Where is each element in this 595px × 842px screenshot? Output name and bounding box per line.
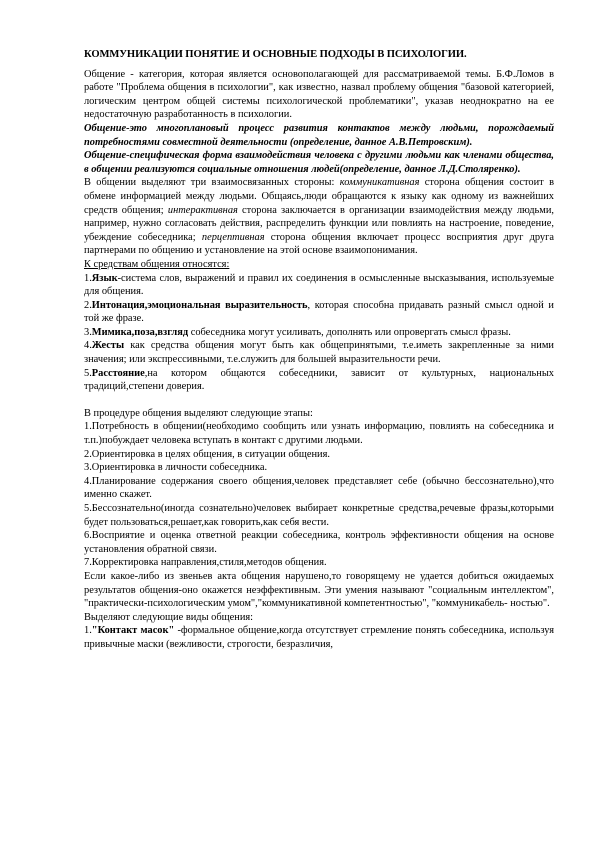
item-number: 3. — [84, 326, 92, 338]
document-title: КОММУНИКАЦИИ ПОНЯТИЕ И ОСНОВНЫЕ ПОДХОДЫ В ПСИХОЛОГИИ. — [84, 49, 467, 60]
list-item: 1.Потребность в общении(необходимо сообщить или узнать информацию, повлиять на собеседника и т.п.)побуждает человека вступать в контакт с другими людьми. — [84, 421, 554, 447]
sides-text-3: сторона заключается в организации взаимодействия между людьми, например, нужно согласовать действия, распределить функции или повлиять на настроение, поведение, убеждение собеседника; — [84, 204, 554, 243]
list-item: 3.Ориентировка в личности собеседника. — [84, 462, 268, 474]
means-heading: К средствам общения относятся: — [84, 258, 230, 270]
spacer — [84, 394, 554, 407]
item-number: 1. — [84, 272, 92, 284]
item-text: как средства общения могут быть как общепринятыми, т.е.иметь закрепленные за ними значения; или экспрессивными, т.е.служить для большей выразительности речи. — [84, 340, 554, 366]
types-heading: Выделяют следующие виды общения: — [84, 611, 254, 623]
sides-text-2: сторона общения состоит в обмене информацией между людьми. Общаясь,люди обращаются к языку как одному из важнейших средств общения; — [84, 177, 554, 216]
sides-text-1: В общении выделяют три взаимосвязанных стороны: — [84, 177, 340, 189]
item-text: -система слов, выражений и правил их соединения в осмысленные высказывания, используемые для общения. — [84, 272, 554, 298]
item-number: 1. — [84, 625, 92, 637]
stages-list — [84, 420, 554, 570]
stages-heading: В процедуре общения выделяют следующие этапы: — [84, 407, 313, 419]
item-term: "Контакт масок" — [91, 625, 175, 637]
list-item — [84, 272, 554, 299]
item-number: 5. — [84, 367, 92, 379]
list-item — [84, 367, 554, 394]
sides-text-4: сторона общения включает процесс восприятия друг друга партнерами по общению и установление на этой основе взаимопонимания. — [84, 231, 554, 257]
term-communicative: коммуникативная — [339, 177, 420, 189]
item-term: Язык — [91, 272, 118, 284]
item-text: собеседника могут усиливать, дополнять или опровергать смысл фразы. — [188, 326, 511, 338]
item-text: , которая способна придавать разный смысл одной и той же фразе. — [84, 299, 554, 325]
definition-petrovsky: Общение-это многоплановый процесс развития контактов между людьми, порождаемый потребностями совместной деятельности (определение, данное А.В.Петровским). — [84, 122, 554, 148]
intro-paragraph: Общение - категория, которая является основополагающей для рассматриваемой темы. Б.Ф.Ломов в работе "Проблема общения в психологии", как известно, назвал проблему общения "базовой категорией, логическим центром общей системы психологической проблематики", указав неоднократно на ее недостаточную разработанность в психологии. — [84, 68, 554, 121]
item-number: 4. — [84, 340, 92, 352]
list-item — [84, 624, 554, 651]
means-list — [84, 272, 554, 394]
item-text: ,на котором общаются собеседники, зависит от культурных, национальных традиций,степени доверия. — [84, 367, 554, 393]
list-item: 4.Планирование содержания своего общения,человек представляет себе (обычно бессознательно),что именно скажет. — [84, 475, 554, 501]
definition-stolyarenko: Общение-специфическая форма взаимодействия человека с другими людьми как членами общества, в общении реализуются социальные отношения людей(определение, данное Л.Д.Столяренко). — [84, 150, 554, 175]
list-item: 7.Корректировка направления,стиля,методов общения. — [84, 557, 327, 569]
list-item: 6.Восприятие и оценка ответной реакции собеседника, контроль эффективности общения на основе установления обратной связи. — [84, 530, 554, 555]
document-page — [84, 48, 554, 652]
term-interactive: интерактивная — [167, 204, 238, 216]
item-number: 2. — [84, 299, 92, 311]
item-term: Жесты — [91, 340, 125, 352]
term-perceptive: перцептивная — [201, 231, 265, 243]
list-item: 5.Бессознательно(иногда сознательно)человек выбирает конкретные средства,речевые фразы,которыми будет пользоваться,решает,как говорить,как себя вести. — [84, 503, 554, 528]
item-text: -формальное общение,когда отсутствует стремление понять собеседника, используя привычные маски (вежливости, строгости, безразличия, — [84, 625, 554, 650]
list-item — [84, 339, 554, 366]
sides-paragraph — [84, 176, 554, 258]
list-item — [84, 326, 554, 340]
list-item: 2.Ориентировка в целях общения, в ситуации общения. — [84, 448, 330, 460]
item-term: Мимика,поза,взгляд — [91, 326, 189, 338]
types-list — [84, 624, 554, 651]
item-term: Расстояние — [91, 367, 145, 379]
list-item — [84, 299, 554, 326]
item-term: Интонация,эмоциональная выразительность — [91, 299, 308, 311]
competence-paragraph: Если какое-либо из звеньев акта общения нарушено,то говорящему не удается добиться ожидаемых результатов общения-оно окажется неэффективным. Эти умения называют "социальным интеллектом", "практически-психологическим умом","коммуникативной компетентностью", "коммуникабель- ностью". — [84, 570, 554, 610]
